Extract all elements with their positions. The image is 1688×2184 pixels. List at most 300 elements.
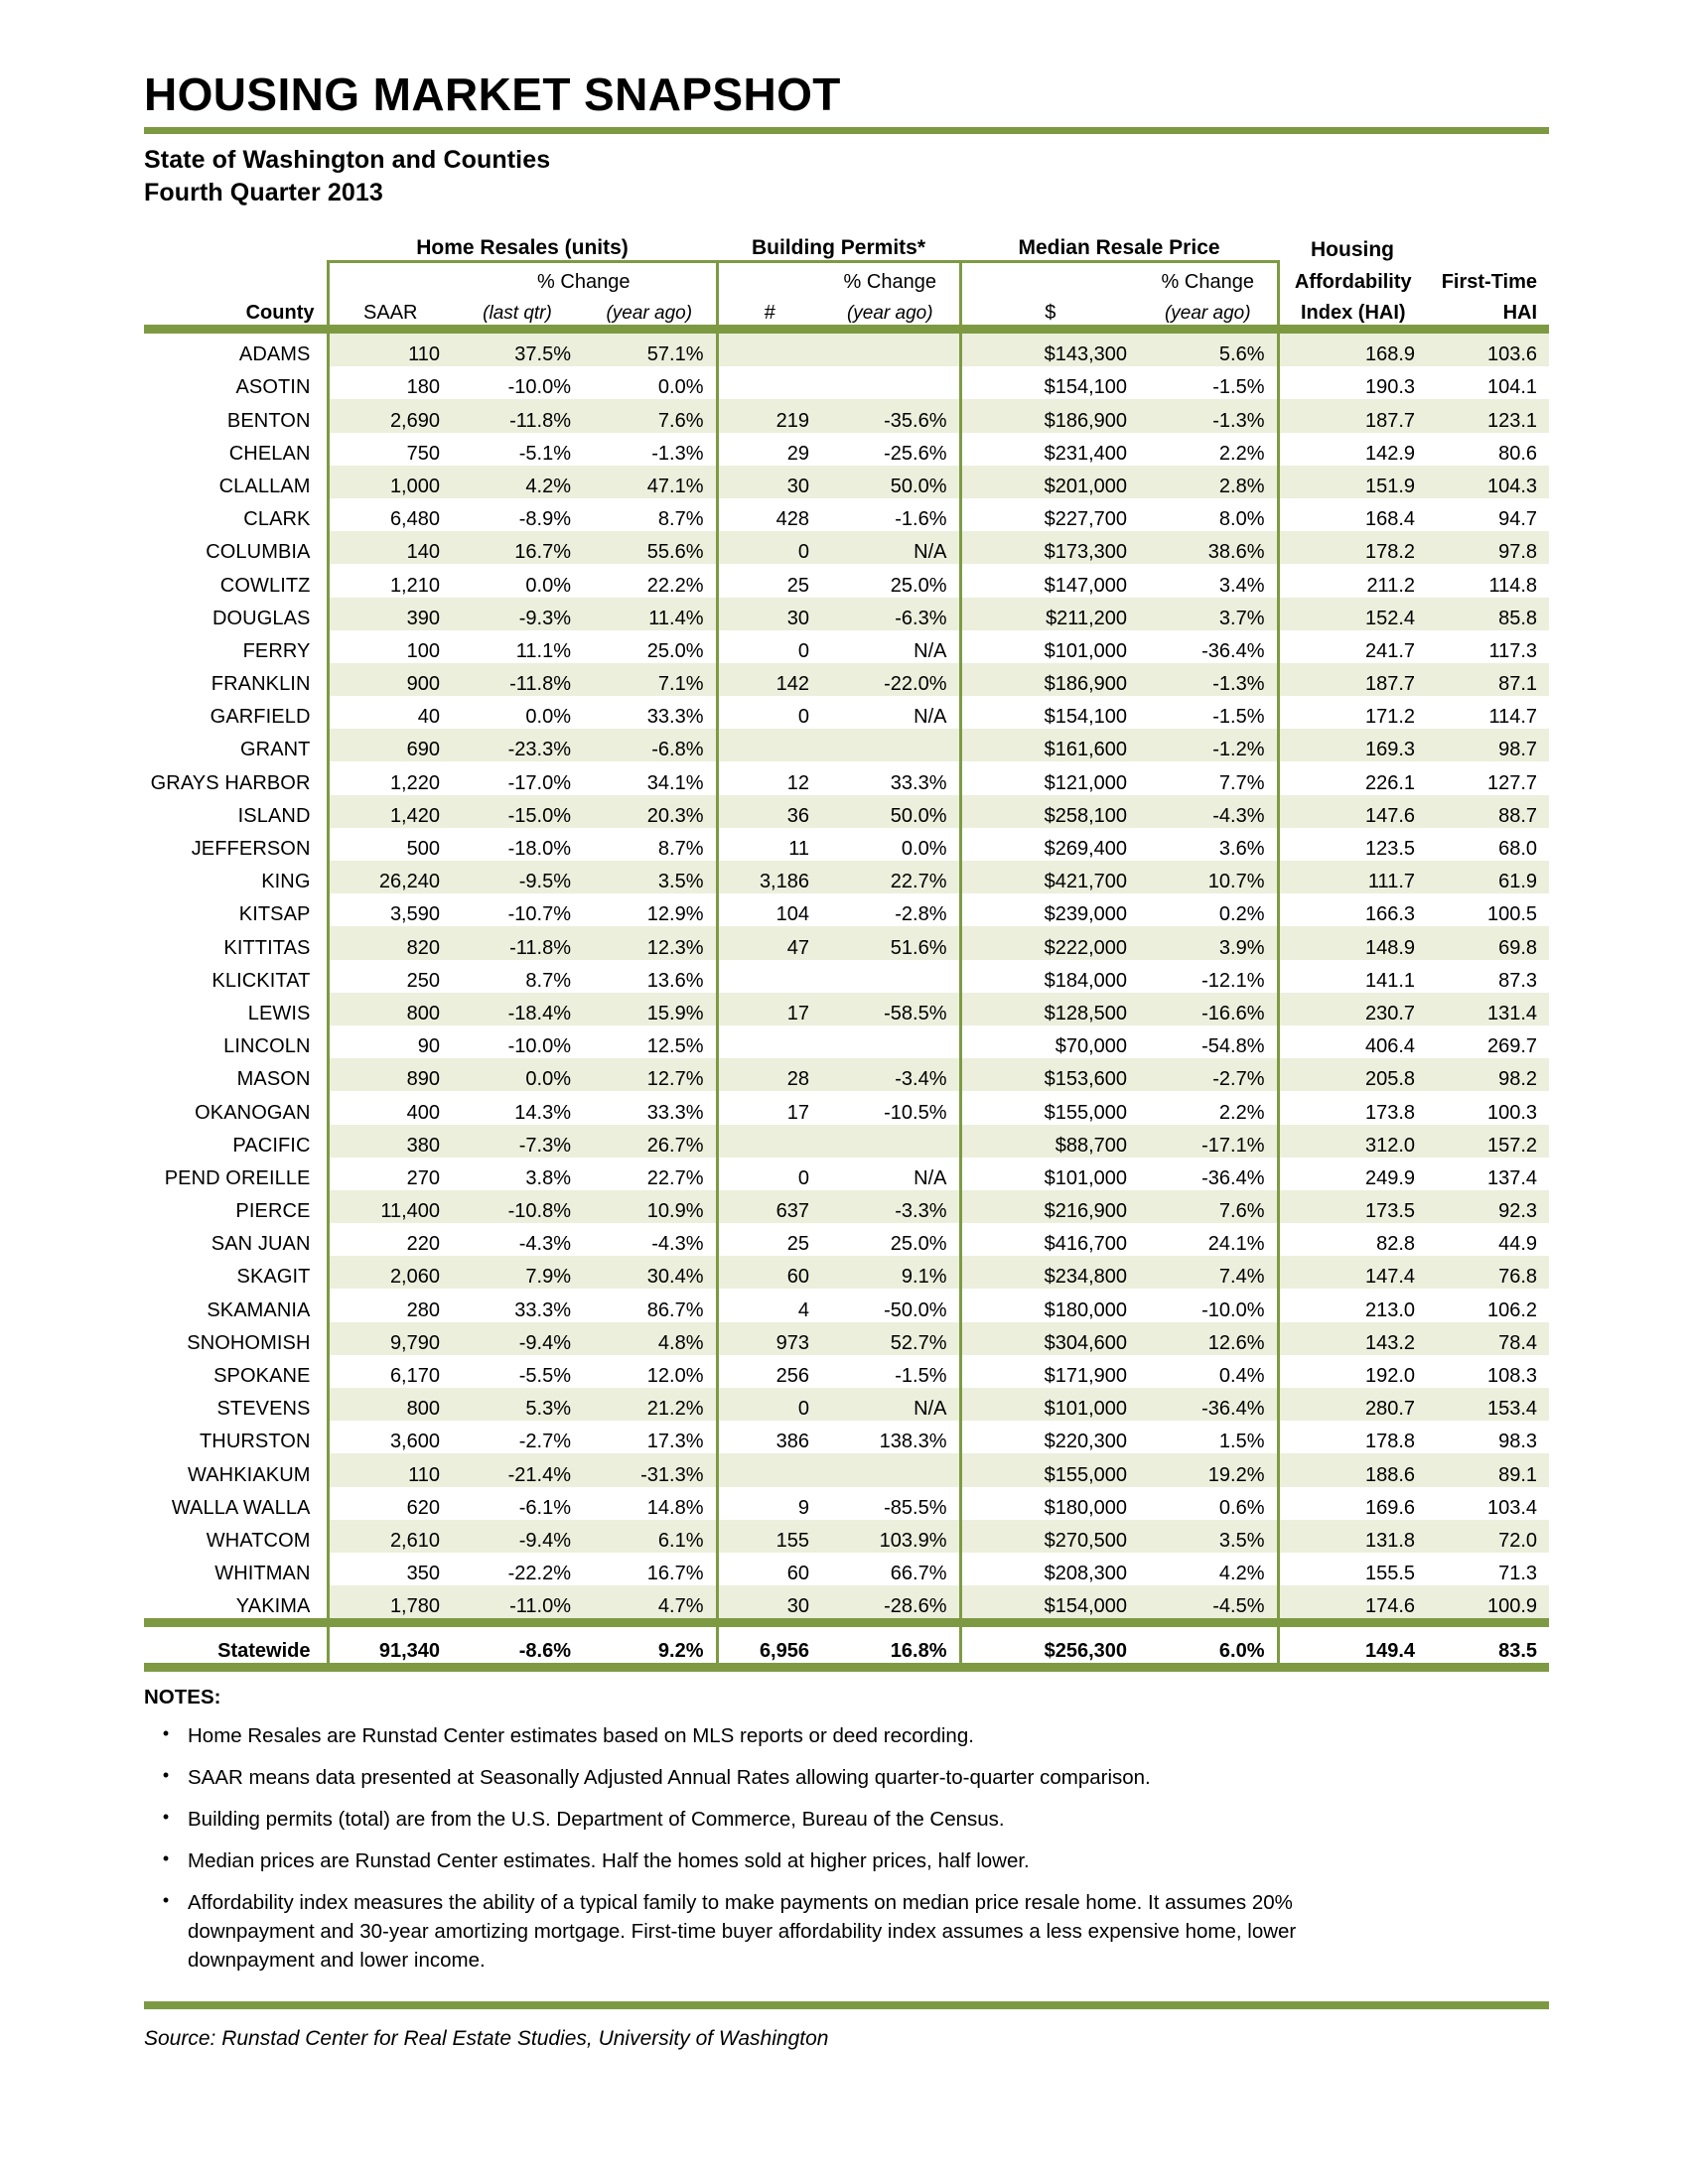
table-row (144, 828, 1549, 861)
year-ago-resales-change: 12.9% (583, 893, 717, 926)
saar-value: 250 (328, 960, 452, 993)
housing-affordability-index: 280.7 (1278, 1388, 1427, 1421)
table-row (144, 729, 1549, 761)
total-first-time-hai: 83.5 (1498, 1640, 1538, 1663)
table-row (144, 960, 1549, 993)
table-data-body (144, 334, 1549, 1618)
year-ago-resales-change: 0.0% (583, 366, 717, 399)
last-qtr-change: 11.1% (515, 639, 571, 662)
bullet-icon: • (162, 1722, 170, 1743)
table-row (144, 630, 1549, 663)
first-time-hai: 100.5 (1486, 903, 1538, 926)
year-ago-resales-change: 30.4% (583, 1256, 717, 1289)
bullet-icon: • (162, 1890, 170, 1911)
building-permits-count: 17 (786, 1101, 809, 1124)
first-time-hai: 76.8 (1427, 1256, 1549, 1289)
county-name: PEND OREILLE (164, 1166, 311, 1189)
first-time-hai: 269.7 (1486, 1035, 1538, 1058)
year-ago-price-change: 7.7% (1139, 761, 1278, 794)
year-ago-price-change: 2.2% (1139, 433, 1278, 466)
median-resale-price: $220,300 (1044, 1431, 1127, 1453)
year-ago-price-change: 10.7% (1139, 861, 1278, 893)
first-time-hai: 89.1 (1427, 1453, 1549, 1486)
building-permits-count: 142 (717, 663, 821, 696)
housing-affordability-index: 211.2 (1366, 574, 1416, 597)
median-resale-price: $269,400 (1044, 838, 1127, 860)
year-ago-permits-change: 50.0% (821, 466, 960, 498)
building-permits-count (717, 1025, 821, 1058)
year-ago-resales-change: -6.8% (583, 729, 717, 761)
county-name: COWLITZ (219, 574, 311, 597)
year-ago-price-change: -36.4% (1139, 1388, 1278, 1421)
first-time-hai: 103.6 (1427, 334, 1549, 366)
total-hai: 149.4 (1364, 1640, 1416, 1663)
year-ago-price-change: -1.5% (1139, 366, 1278, 399)
saar-value: 140 (328, 531, 452, 564)
table-row (144, 433, 1549, 466)
header-rule-cell (144, 325, 1549, 334)
note-text: SAAR means data presented at Seasonally Adjusted Annual Rates allowing quarter-to-quarter comparison. (188, 1765, 1151, 1789)
year-ago-resales-change: 4.7% (583, 1585, 717, 1618)
last-qtr-change: 0.0% (525, 574, 571, 597)
last-qtr-change: 3.8% (525, 1166, 571, 1189)
year-ago-permits-change: -3.4% (821, 1058, 960, 1091)
saar-value: 750 (328, 433, 452, 466)
median-resale-price: $416,700 (1044, 1233, 1127, 1256)
year-ago-resales-change: 26.7% (583, 1125, 717, 1158)
first-time-hai: 85.8 (1427, 598, 1549, 630)
last-qtr-change: -9.3% (452, 598, 583, 630)
saar-value: 220 (328, 1223, 452, 1256)
table-row (144, 926, 1549, 959)
saar-value: 2,610 (328, 1520, 452, 1553)
median-resale-price: $154,100 (1044, 706, 1127, 729)
last-qtr-change: -2.7% (518, 1431, 571, 1453)
first-time-hai: 108.3 (1486, 1365, 1538, 1387)
saar-value: 500 (328, 828, 452, 861)
sub-header-county-blank (144, 262, 328, 295)
housing-affordability-index: 249.9 (1364, 1166, 1416, 1189)
year-ago-permits-change: 9.1% (821, 1256, 960, 1289)
saar-value: 900 (328, 663, 452, 696)
year-ago-resales-change: 33.3% (583, 1091, 717, 1124)
county-name: WALLA WALLA (171, 1496, 311, 1519)
year-ago-permits-change: -10.5% (821, 1091, 960, 1124)
year-ago-price-change: -1.3% (1139, 663, 1278, 696)
first-time-hai: 103.4 (1486, 1496, 1538, 1519)
last-qtr-change: -4.3% (518, 1233, 571, 1256)
building-permits-count: 29 (786, 442, 809, 465)
year-ago-resales-change: 21.2% (583, 1388, 717, 1421)
building-permits-count: 0 (797, 639, 809, 662)
building-permits-count: 104 (775, 903, 809, 926)
building-permits-count (717, 1125, 821, 1158)
year-ago-resales-change: 34.1% (583, 761, 717, 794)
year-ago-permits-change: -6.3% (821, 598, 960, 630)
median-resale-price: $234,800 (960, 1256, 1139, 1289)
year-ago-permits-change (821, 1453, 960, 1486)
year-ago-price-change: 24.1% (1139, 1223, 1278, 1256)
notes-list (144, 1721, 1554, 1976)
last-qtr-change: 7.9% (452, 1256, 583, 1289)
housing-affordability-index: 148.9 (1278, 926, 1427, 959)
median-resale-price: $101,000 (1044, 639, 1127, 662)
first-time-hai: 72.0 (1427, 1520, 1549, 1553)
last-qtr-change: -9.4% (452, 1520, 583, 1553)
median-resale-price: $421,700 (960, 861, 1139, 893)
county-name: CHELAN (228, 442, 311, 465)
building-permits-count: 25 (786, 1233, 809, 1256)
year-ago-permits-change: 25.0% (821, 1223, 960, 1256)
building-permits-count: 386 (775, 1431, 809, 1453)
year-ago-price-change: -54.8% (1139, 1025, 1278, 1058)
median-resale-price: $239,000 (1044, 903, 1127, 926)
saar-value: 820 (328, 926, 452, 959)
group-header-median-resale-price: Median Resale Price (1018, 236, 1220, 259)
housing-affordability-index: 168.9 (1278, 334, 1427, 366)
year-ago-permits-change: 50.0% (821, 795, 960, 828)
year-ago-resales-change: 20.3% (583, 795, 717, 828)
median-resale-price: $208,300 (1044, 1563, 1127, 1585)
year-ago-resales-change: 11.4% (583, 598, 717, 630)
median-resale-price: $171,900 (1044, 1365, 1127, 1387)
year-ago-resales-change: 22.2% (583, 564, 717, 597)
last-qtr-change: 33.3% (514, 1298, 571, 1321)
county-name: ADAMS (238, 343, 311, 366)
year-ago-resales-change: -31.3% (583, 1453, 717, 1486)
first-time-hai: 44.9 (1498, 1233, 1538, 1256)
building-permits-count: 973 (717, 1322, 821, 1355)
last-qtr-change: -5.1% (518, 442, 571, 465)
county-name: KING (261, 871, 311, 893)
table-row (144, 1585, 1549, 1618)
median-resale-price: $173,300 (960, 531, 1139, 564)
housing-affordability-index: 152.4 (1278, 598, 1427, 630)
note-text: Affordability index measures the ability of a typical family to make payments on median price resale home. It assumes 20% downpayment and 30-year amortizing mortgage. First-time buyer affordability index assumes a less expensive home, lower downpayment and lower income. (188, 1891, 1297, 1973)
saar-value: 1,000 (328, 466, 452, 498)
group-header-county (144, 230, 328, 262)
median-resale-price: $147,000 (1044, 574, 1127, 597)
bullet-icon: • (162, 1848, 170, 1869)
saar-value: 2,060 (328, 1256, 452, 1289)
housing-affordability-index: 166.3 (1364, 903, 1416, 926)
building-permits-count: 60 (786, 1563, 809, 1585)
building-permits-count: 0 (797, 706, 809, 729)
year-ago-resales-change: -1.3% (583, 433, 717, 466)
median-resale-price: $186,900 (960, 399, 1139, 432)
median-resale-price: $101,000 (1044, 1166, 1127, 1189)
total-year-ago-price: 6.0% (1139, 1627, 1278, 1663)
last-qtr-change: -7.3% (452, 1125, 583, 1158)
county-name: SKAMANIA (207, 1298, 311, 1321)
saar-value: 380 (328, 1125, 452, 1158)
last-qtr-change: -11.8% (452, 399, 583, 432)
housing-affordability-index: 178.2 (1278, 531, 1427, 564)
county-name: KLICKITAT (211, 969, 311, 992)
year-ago-permits-change: -28.6% (821, 1585, 960, 1618)
year-ago-resales-change: 13.6% (583, 960, 717, 993)
year-ago-permits-change: -35.6% (821, 399, 960, 432)
county-name: SAN JUAN (211, 1233, 311, 1256)
table-row (144, 1553, 1549, 1585)
year-ago-permits-change: -25.6% (821, 433, 960, 466)
table-row (144, 498, 1549, 531)
note-item (144, 1805, 1554, 1834)
year-ago-price-change: -16.6% (1139, 993, 1278, 1025)
year-ago-resales-change: 22.7% (583, 1158, 717, 1190)
note-item (144, 1721, 1554, 1750)
first-time-hai: 127.7 (1486, 771, 1538, 794)
housing-affordability-index: 141.1 (1364, 969, 1416, 992)
county-name: GARFIELD (210, 706, 311, 729)
table-row (144, 1025, 1549, 1058)
year-ago-price-change: -12.1% (1139, 960, 1278, 993)
first-time-hai: 117.3 (1488, 639, 1538, 662)
building-permits-count: 30 (717, 1585, 821, 1618)
county-name: KITTITAS (223, 936, 311, 959)
housing-affordability-index: 174.6 (1278, 1585, 1427, 1618)
building-permits-count: 30 (717, 598, 821, 630)
building-permits-count: 30 (717, 466, 821, 498)
saar-value: 110 (328, 1453, 452, 1486)
last-qtr-change: 8.7% (525, 969, 571, 992)
first-time-hai: 80.6 (1498, 442, 1538, 465)
year-ago-price-change: 0.2% (1139, 893, 1278, 926)
saar-value: 800 (328, 993, 452, 1025)
county-name: SNOHOMISH (187, 1331, 311, 1354)
median-resale-price: $153,600 (960, 1058, 1139, 1091)
building-permits-count: 9 (797, 1496, 809, 1519)
housing-affordability-index: 82.8 (1376, 1233, 1416, 1256)
housing-affordability-index: 205.8 (1278, 1058, 1427, 1091)
county-name: WHATCOM (206, 1529, 311, 1552)
median-resale-price: $258,100 (960, 795, 1139, 828)
column-header-county: County (245, 302, 315, 324)
total-saar: 91,340 (328, 1627, 452, 1663)
note-text: Home Resales are Runstad Center estimates based on MLS reports or deed recording. (188, 1723, 974, 1747)
subtitle-line-2: Fourth Quarter 2013 (144, 178, 383, 206)
year-ago-permits-change: -58.5% (821, 993, 960, 1025)
year-ago-price-change: -4.5% (1139, 1585, 1278, 1618)
last-qtr-change: -5.5% (518, 1365, 571, 1387)
saar-value: 100 (328, 630, 452, 663)
first-time-hai: 87.3 (1498, 969, 1538, 992)
building-permits-count: 28 (717, 1058, 821, 1091)
year-ago-permits-change (821, 960, 960, 993)
last-qtr-change: -10.7% (507, 903, 571, 926)
table-row (144, 1091, 1549, 1124)
table-row (144, 1453, 1549, 1486)
last-qtr-change: -23.3% (452, 729, 583, 761)
column-header-row (144, 294, 1549, 325)
column-header-year-ago-resales: (year ago) (583, 294, 717, 325)
county-name: PACIFIC (232, 1134, 311, 1157)
snapshot-table-wrapper (144, 230, 1549, 1672)
year-ago-permits-change (821, 1125, 960, 1158)
year-ago-permits-change: N/A (821, 1388, 960, 1421)
saar-value: 1,420 (328, 795, 452, 828)
column-header-year-ago-price: (year ago) (1139, 294, 1278, 325)
year-ago-permits-change: N/A (821, 531, 960, 564)
first-time-hai: 131.4 (1427, 993, 1549, 1025)
last-qtr-change: -11.0% (452, 1585, 583, 1618)
year-ago-resales-change: 7.6% (583, 399, 717, 432)
county-name: SKAGIT (236, 1266, 311, 1289)
table-row (144, 1058, 1549, 1091)
year-ago-price-change: 38.6% (1139, 531, 1278, 564)
building-permits-count: 0 (717, 531, 821, 564)
housing-affordability-index: 187.7 (1278, 399, 1427, 432)
year-ago-resales-change: 25.0% (583, 630, 717, 663)
median-resale-price: $155,000 (1044, 1101, 1127, 1124)
year-ago-permits-change: -2.8% (821, 893, 960, 926)
last-qtr-change: 37.5% (452, 334, 583, 366)
year-ago-resales-change: -4.3% (583, 1223, 717, 1256)
building-permits-count: 25 (786, 574, 809, 597)
year-ago-price-change: -1.5% (1139, 696, 1278, 729)
median-resale-price: $222,000 (960, 926, 1139, 959)
median-resale-price: $70,000 (1055, 1035, 1127, 1058)
year-ago-price-change: -1.2% (1139, 729, 1278, 761)
sub-header-row (144, 262, 1549, 295)
total-county-label: Statewide (217, 1640, 311, 1663)
table-row (144, 1520, 1549, 1553)
building-permits-count: 60 (717, 1256, 821, 1289)
year-ago-price-change: 7.6% (1139, 1190, 1278, 1223)
note-item (144, 1763, 1554, 1792)
last-qtr-change: -10.0% (507, 376, 571, 399)
saar-value: 350 (328, 1553, 452, 1585)
first-time-hai: 98.2 (1427, 1058, 1549, 1091)
last-qtr-change: -10.0% (507, 1035, 571, 1058)
year-ago-resales-change: 12.7% (583, 1058, 717, 1091)
saar-value: 1,220 (328, 761, 452, 794)
building-permits-count (717, 366, 821, 399)
housing-affordability-index: 171.2 (1364, 706, 1416, 729)
table-row (144, 1256, 1549, 1289)
group-header-spacer (1427, 230, 1549, 262)
county-name: ASOTIN (235, 376, 311, 399)
year-ago-resales-change: 8.7% (583, 828, 717, 861)
first-time-hai: 61.9 (1427, 861, 1549, 893)
housing-affordability-index: 142.9 (1364, 442, 1416, 465)
year-ago-permits-change: 33.3% (821, 761, 960, 794)
year-ago-permits-change: -50.0% (821, 1289, 960, 1321)
table-row (144, 399, 1549, 432)
year-ago-resales-change: 7.1% (583, 663, 717, 696)
year-ago-resales-change: 47.1% (583, 466, 717, 498)
saar-value: 800 (328, 1388, 452, 1421)
last-qtr-change: -11.8% (452, 926, 583, 959)
table-header-section (144, 230, 1549, 334)
county-name: WHITMAN (214, 1563, 311, 1585)
year-ago-resales-change: 15.9% (583, 993, 717, 1025)
header-bottom-rule (144, 325, 1549, 334)
year-ago-resales-change: 17.3% (583, 1421, 717, 1453)
last-qtr-change: -9.4% (452, 1322, 583, 1355)
county-name: LINCOLN (223, 1035, 311, 1058)
county-name: GRAYS HARBOR (150, 771, 311, 794)
county-name: MASON (236, 1068, 311, 1091)
year-ago-permits-change: 103.9% (821, 1520, 960, 1553)
last-qtr-change: -8.9% (518, 508, 571, 531)
first-time-hai: 71.3 (1498, 1563, 1538, 1585)
table-row (144, 1190, 1549, 1223)
median-resale-price: $154,100 (1044, 376, 1127, 399)
year-ago-price-change: 19.2% (1139, 1453, 1278, 1486)
first-time-hai: 87.1 (1427, 663, 1549, 696)
year-ago-price-change: 12.6% (1139, 1322, 1278, 1355)
housing-affordability-index: 312.0 (1278, 1125, 1427, 1158)
note-item (144, 1846, 1554, 1875)
building-permits-count: 3,186 (717, 861, 821, 893)
building-permits-count: 47 (717, 926, 821, 959)
sub-header-price-blank (960, 262, 1139, 295)
year-ago-permits-change: -1.6% (821, 498, 960, 531)
median-resale-price: $155,000 (960, 1453, 1139, 1486)
bullet-icon: • (162, 1807, 170, 1828)
county-name: CLALLAM (218, 475, 311, 497)
housing-affordability-index: 178.8 (1364, 1431, 1416, 1453)
county-name: GRANT (240, 739, 311, 761)
column-header-first-time-hai: HAI (1502, 302, 1538, 324)
building-permits-count (717, 334, 821, 366)
sub-header-permits-blank (717, 262, 821, 295)
year-ago-price-change: 3.9% (1139, 926, 1278, 959)
building-permits-count: 12 (786, 771, 809, 794)
table-row (144, 1289, 1549, 1321)
saar-value: 280 (328, 1289, 452, 1321)
group-header-housing: Housing (1311, 237, 1395, 261)
table-row (144, 993, 1549, 1025)
housing-affordability-index: 213.0 (1364, 1298, 1416, 1321)
saar-value: 26,240 (328, 861, 452, 893)
last-qtr-change: -11.8% (452, 663, 583, 696)
first-time-hai: 98.7 (1427, 729, 1549, 761)
column-header-price-dollar: $ (1045, 302, 1056, 324)
group-header-row (144, 230, 1549, 262)
table-row (144, 1125, 1549, 1158)
median-resale-price: $161,600 (960, 729, 1139, 761)
year-ago-permits-change: N/A (821, 1158, 960, 1190)
table-row (144, 795, 1549, 828)
year-ago-permits-change: -1.5% (821, 1355, 960, 1388)
year-ago-permits-change: 66.7% (821, 1553, 960, 1585)
year-ago-permits-change: -22.0% (821, 663, 960, 696)
housing-affordability-index: 406.4 (1364, 1035, 1416, 1058)
county-name: LEWIS (247, 1002, 311, 1024)
first-time-hai: 114.8 (1488, 574, 1538, 597)
total-rule-cell (144, 1618, 1549, 1627)
notes-section (144, 1688, 1554, 1975)
year-ago-resales-change: 4.8% (583, 1322, 717, 1355)
year-ago-price-change: -1.3% (1139, 399, 1278, 432)
housing-affordability-index: 241.7 (1364, 639, 1416, 662)
year-ago-permits-change: -3.3% (821, 1190, 960, 1223)
table-total-section (144, 1618, 1549, 1672)
median-resale-price: $184,000 (1044, 969, 1127, 992)
building-permits-count (717, 729, 821, 761)
first-time-hai: 157.2 (1427, 1125, 1549, 1158)
year-ago-price-change: 3.6% (1139, 828, 1278, 861)
first-time-hai: 153.4 (1427, 1388, 1549, 1421)
sub-header-pct-change-resales: % Change (452, 262, 717, 295)
housing-affordability-index: 155.5 (1364, 1563, 1416, 1585)
year-ago-resales-change: 6.1% (583, 1520, 717, 1553)
saar-value: 1,780 (328, 1585, 452, 1618)
first-time-hai: 104.1 (1486, 376, 1538, 399)
county-name: FERRY (242, 639, 311, 662)
